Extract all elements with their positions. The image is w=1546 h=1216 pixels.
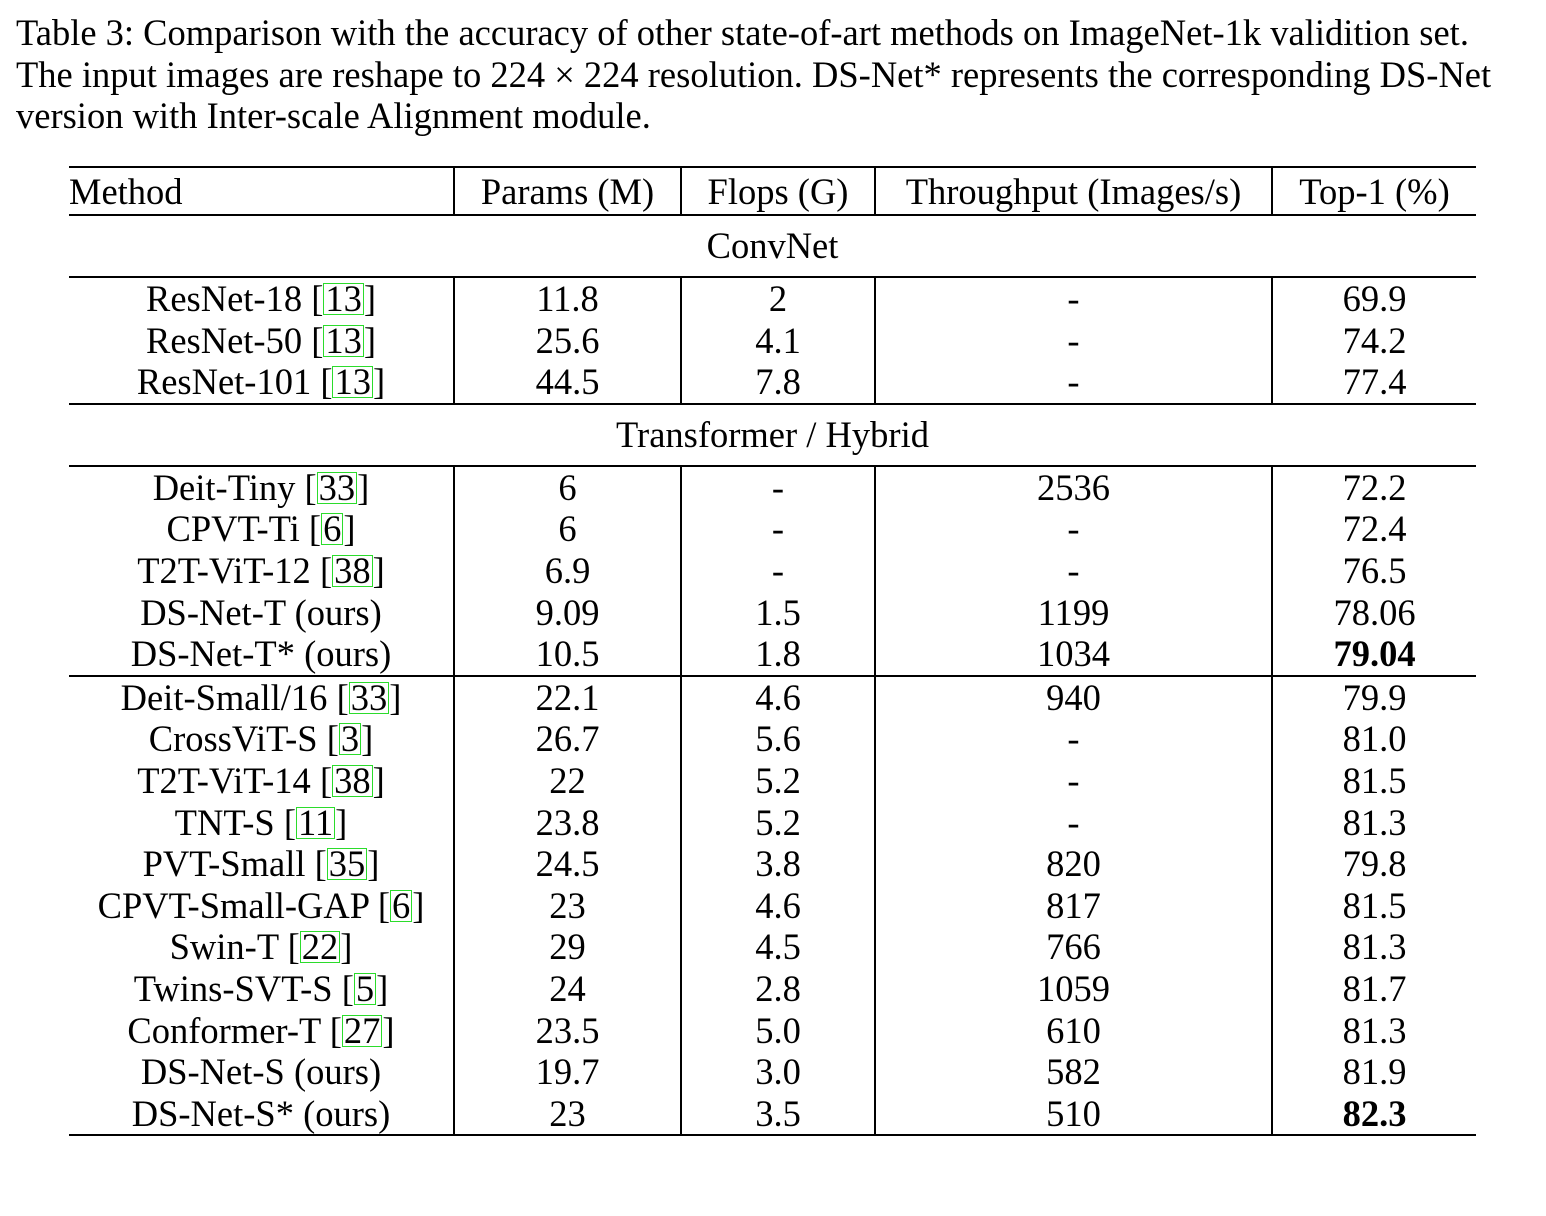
table-body [69,215,1476,1135]
caption-line-3: version with Inter-scale Alignment module. [16,95,651,136]
table-row [69,843,1476,885]
table-row [69,718,1476,760]
top1-cell: 79.9 [1272,676,1476,719]
citation-link[interactable]: 38 [334,549,371,591]
method-name: CPVT-Small-GAP [97,884,378,926]
throughput-cell: 582 [875,1051,1272,1093]
cite-bracket: ] [376,967,389,1009]
table-row [69,885,1476,927]
flops-cell: 2 [681,277,875,320]
cite-bracket: [ [287,926,300,968]
throughput-cell: 2536 [875,466,1272,509]
method-name: Conformer-T [127,1009,330,1051]
params-cell: 22.1 [454,676,681,719]
top1-cell: 78.06 [1272,592,1476,634]
top1-cell [1272,1093,1476,1136]
table-row [69,926,1476,968]
params-cell: 10.5 [454,633,681,676]
citation-link[interactable]: 6 [323,508,342,550]
section-title: ConvNet [706,225,839,267]
throughput-cell: - [875,550,1272,592]
method-name: DS-Net-T (ours) [140,591,382,633]
top1-cell: 81.9 [1272,1051,1476,1093]
table-row [69,277,1476,320]
throughput-cell: 510 [875,1093,1272,1136]
params-cell: 23 [454,1093,681,1136]
table-row [69,592,1476,634]
method-cell [69,885,454,927]
flops-cell: 2.8 [681,968,875,1010]
cite-bracket: ] [343,508,356,550]
cite-bracket: ] [363,319,377,361]
method-cell [69,466,454,509]
top1-cell: 76.5 [1272,550,1476,592]
method-name: T2T-ViT-14 [137,759,320,801]
throughput-cell: - [875,760,1272,802]
citation-link[interactable]: 33 [350,676,388,718]
citation-link[interactable]: 13 [334,361,371,403]
header-method: Method [69,170,183,212]
method-name: Deit-Small/16 [120,676,337,718]
flops-cell: 3.8 [681,843,875,885]
cite-bracket: [ [308,508,322,550]
cite-bracket: ] [382,1009,395,1051]
cite-bracket: ] [372,549,385,591]
top1-cell: 81.7 [1272,968,1476,1010]
throughput-cell: 940 [875,676,1272,719]
params-cell: 24.5 [454,843,681,885]
top1-cell: 72.2 [1272,466,1476,509]
method-cell [69,633,454,676]
method-name: Swin-T [169,926,288,968]
citation-link[interactable]: 13 [325,319,362,361]
method-name: ResNet-101 [136,361,321,403]
method-cell [69,926,454,968]
table-row [69,676,1476,719]
top1-cell: 81.5 [1272,885,1476,927]
flops-cell: 5.0 [681,1010,875,1052]
citation-link[interactable]: 38 [334,759,371,801]
method-cell [69,320,454,362]
flops-cell: 4.6 [681,676,875,719]
throughput-cell: 820 [875,843,1272,885]
method-name: TNT-S [174,801,284,843]
cite-bracket: ] [372,361,386,403]
flops-cell: 4.6 [681,885,875,927]
top1-cell: 77.4 [1272,361,1476,404]
throughput-cell: - [875,361,1272,404]
method-cell [69,843,454,885]
method-name: PVT-Small [142,843,315,885]
params-cell: 22 [454,760,681,802]
method-cell [69,760,454,802]
flops-cell: 4.5 [681,926,875,968]
top1-cell: 72.4 [1272,508,1476,550]
caption-line-2: The input images are reshape to 224 × 224 resolution. DS-Net* represents the corresponding DS-Net [16,53,1492,95]
params-cell: 6.9 [454,550,681,592]
top1-cell: 81.0 [1272,718,1476,760]
top1-cell: 81.3 [1272,802,1476,844]
top1-cell: 74.2 [1272,320,1476,362]
flops-cell: - [681,550,875,592]
top1-cell: 81.3 [1272,926,1476,968]
params-cell: 44.5 [454,361,681,404]
method-cell [69,1093,454,1136]
cite-bracket: [ [336,676,349,718]
method-name: CPVT-Ti [166,508,309,550]
best-result: 79.04 [1333,633,1416,675]
throughput-cell: 817 [875,885,1272,927]
method-name: ResNet-50 [145,319,312,361]
section-title: Transformer / Hybrid [616,413,929,455]
caption-line-1: Table 3: Comparison with the accuracy of other state-of-art methods on ImageNet-1k validition set. [16,12,1469,53]
method-name: CrossViT-S [148,718,327,760]
flops-cell: - [681,466,875,509]
throughput-cell: - [875,718,1272,760]
throughput-cell: - [875,320,1272,362]
throughput-cell: 1059 [875,968,1272,1010]
throughput-cell: - [875,802,1272,844]
header-top1: Top-1 (%) [1272,167,1476,215]
table-row [69,802,1476,844]
flops-cell: 5.2 [681,760,875,802]
section-header-row [69,404,1476,466]
top1-cell: 81.5 [1272,760,1476,802]
params-cell: 9.09 [454,592,681,634]
flops-cell: 3.5 [681,1093,875,1136]
top1-cell: 69.9 [1272,277,1476,320]
table-caption [16,12,1536,137]
table-row [69,1010,1476,1052]
table-row [69,508,1476,550]
header-row [69,167,1476,215]
table-row [69,760,1476,802]
params-cell: 6 [454,466,681,509]
cite-bracket: [ [304,466,317,508]
header-params: Params (M) [454,167,681,215]
table-row [69,1051,1476,1093]
throughput-cell: - [875,277,1272,320]
cite-bracket: [ [329,1009,342,1051]
params-cell: 29 [454,926,681,968]
params-cell: 6 [454,508,681,550]
cite-bracket: ] [412,884,425,926]
citation-link[interactable]: 6 [391,884,411,926]
method-cell [69,718,454,760]
method-name: Deit-Tiny [152,466,305,508]
params-cell: 23.8 [454,802,681,844]
header-throughput: Throughput (Images/s) [875,167,1272,215]
method-cell [69,802,454,844]
flops-cell: 1.5 [681,592,875,634]
flops-cell: 1.8 [681,633,875,676]
table-row [69,550,1476,592]
method-cell [69,1010,454,1052]
citation-link[interactable]: 5 [355,967,375,1009]
params-cell: 26.7 [454,718,681,760]
method-name: DS-Net-T* (ours) [130,633,392,675]
best-result: 82.3 [1342,1092,1407,1134]
method-name: DS-Net-S (ours) [140,1051,382,1093]
flops-cell: 5.6 [681,718,875,760]
cite-bracket: ] [340,926,353,968]
table-row [69,633,1476,676]
params-cell: 11.8 [454,277,681,320]
table-row [69,320,1476,362]
throughput-cell: 766 [875,926,1272,968]
method-cell [69,508,454,550]
params-cell: 24 [454,968,681,1010]
method-name: Twins-SVT-S [133,967,342,1009]
citation-link[interactable]: 27 [343,1009,381,1051]
cite-bracket: ] [367,843,380,885]
section-header-row [69,215,1476,277]
params-cell: 19.7 [454,1051,681,1093]
cite-bracket: [ [319,759,333,801]
flops-cell: 3.0 [681,1051,875,1093]
method-cell [69,550,454,592]
flops-cell: - [681,508,875,550]
method-name: DS-Net-S* (ours) [131,1092,391,1134]
table-row [69,361,1476,404]
cite-bracket: ] [389,676,402,718]
method-cell [69,1051,454,1093]
method-name: ResNet-18 [145,278,312,319]
flops-cell: 7.8 [681,361,875,404]
method-cell [69,361,454,404]
citation-link[interactable]: 33 [318,466,356,508]
params-cell: 25.6 [454,320,681,362]
citation-link[interactable]: 3 [340,718,360,760]
citation-link[interactable]: 13 [325,278,362,319]
cite-bracket: [ [326,718,339,760]
citation-link[interactable]: 11 [298,801,334,843]
top1-cell: 81.3 [1272,1010,1476,1052]
cite-bracket: [ [283,801,297,843]
top1-cell [1272,633,1476,676]
cite-bracket: [ [314,843,327,885]
cite-bracket: [ [311,319,324,361]
method-cell [69,592,454,634]
cite-bracket: [ [377,884,390,926]
method-cell [69,676,454,719]
throughput-cell: 1199 [875,592,1272,634]
top1-cell: 79.8 [1272,843,1476,885]
flops-cell: 4.1 [681,320,875,362]
throughput-cell: - [875,508,1272,550]
params-cell: 23.5 [454,1010,681,1052]
flops-cell: 5.2 [681,802,875,844]
cite-bracket: ] [357,466,370,508]
citation-link[interactable]: 22 [301,926,339,968]
throughput-cell: 1034 [875,633,1272,676]
table-row [69,968,1476,1010]
cite-bracket: [ [311,278,324,319]
cite-bracket: [ [320,361,333,403]
results-table [69,166,1476,1136]
citation-link[interactable]: 35 [328,843,366,885]
cite-bracket: ] [335,801,348,843]
table-row [69,1093,1476,1136]
params-cell: 23 [454,885,681,927]
table-row [69,466,1476,509]
cite-bracket: ] [361,718,374,760]
cite-bracket: ] [372,759,385,801]
throughput-cell: 610 [875,1010,1272,1052]
header-flops: Flops (G) [681,167,875,215]
method-name: T2T-ViT-12 [137,549,320,591]
method-cell [69,277,454,320]
cite-bracket: ] [363,278,377,319]
cite-bracket: [ [341,967,354,1009]
method-cell [69,968,454,1010]
cite-bracket: [ [319,549,333,591]
